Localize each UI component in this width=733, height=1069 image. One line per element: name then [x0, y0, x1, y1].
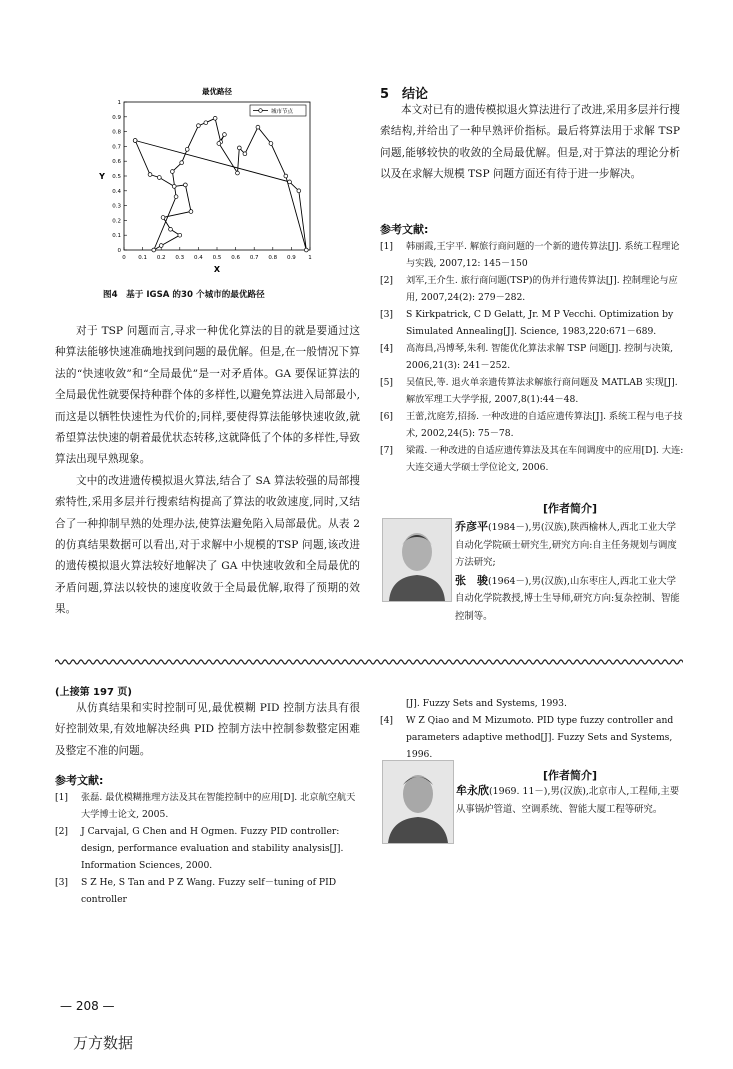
paragraph: 本文对已有的遗传模拟退火算法进行了改进,采用多层并行搜索结构,并给出了一种早熟评价指标。最后将算法用于求解 TSP 问题,能够较快的收敛的全局最优解。但是,对于算法的理论分析以及在求解大规模 TSP 问题方面还有待于进一步解决。 [380, 104, 680, 181]
reference-number: [3] [380, 309, 394, 320]
x-tick-label: 0.2 [156, 255, 166, 261]
city-node [178, 233, 182, 237]
reference-text: 张磊. 最优模糊推理方法及其在智能控制中的应用[D]. 北京航空航天大学博士论文, 2005. [81, 792, 356, 820]
y-tick-label: 0.2 [112, 218, 121, 225]
author-bios [383, 518, 683, 625]
author-photo-bottom [382, 760, 454, 844]
x-tick-label: 0.7 [249, 255, 259, 261]
city-node [183, 183, 187, 187]
reference-text: 韩丽霞,王宇平. 解旅行商问题的一个新的遗传算法[J]. 系统工程理论与实践, 2007,12: 145－150 [406, 241, 680, 269]
references-list-bottom [55, 789, 360, 908]
references-list [380, 238, 684, 476]
author-name: 张 骏 [455, 573, 488, 587]
city-node [297, 189, 301, 193]
reference-text: 高海昌,冯博琴,朱利. 智能优化算法求解 TSP 问题[J]. 控制与决策, 2006,21(3): 241－252. [406, 343, 674, 371]
page-number: — 208 — [60, 999, 115, 1013]
city-node [197, 124, 201, 128]
city-node [213, 116, 217, 120]
reference-text: 梁霞. 一种改进的自适应遗传算法及其在车间调度中的应用[D]. 大连:大连交通大学硕士学位论文, 2006. [406, 445, 684, 473]
chart-title: 最优路径 [202, 87, 232, 96]
city-node [174, 195, 178, 199]
reference-text: 王蕾,沈庭芳,招扬. 一种改进的自适应遗传算法[J]. 系统工程与电子技术, 2002,24(5): 75－78. [406, 411, 683, 439]
paragraph: 对于 TSP 问题而言,寻求一种优化算法的目的就是要通过这种算法能够快速准确地找到问题的最优解。但是,在一般情况下算法的“快速收敛”和“全局最优”是一对矛盾体。GA 要保证算法的全局最优性就要保持种群个体的多样性,以避免算法进入局部最小,而这是以牺牲快速性为代价的;同样,要使得算法能够快速收敛,就希望算法快速的朝着最优状态转移,这就降低了个体的多样性,导致算法出现早熟现象。 [55, 325, 360, 466]
city-node [284, 174, 288, 178]
city-node [133, 139, 137, 143]
y-tick-label: 0.8 [112, 129, 121, 136]
reference-item [55, 874, 360, 908]
reference-item [380, 408, 684, 442]
reference-item [380, 712, 684, 763]
route-line [135, 118, 306, 250]
city-node [185, 147, 189, 151]
y-tick-label: 0 [117, 248, 121, 254]
city-node [180, 161, 184, 165]
author-name: 牟永欣 [456, 784, 489, 797]
author-bio: (1969. 11－),男(汉族),北京市人,工程师,主要从事锅炉管道、空调系统、智能大厦工程等研究。 [456, 786, 680, 815]
paragraph: 文中的改进遗传模拟退火算法,结合了 SA 算法较强的局部搜索特性,采用多层并行搜索结构提高了算法的收敛速度,同时,又结合了一种抑制早熟的处理办法,使算法避免陷入局部最优。从表 2 的仿真结果数据可以看出,对于求解中小规模的TSP 问题,该改进的遗传模拟退火算法较好地解决了 GA 中快速收敛和全局最优的矛盾问题,算法以较快的速度收敛于全局最优解,取得了预期的效果。 [55, 474, 360, 616]
city-node [217, 142, 221, 146]
reference-text: W Z Qiao and M Mizumoto. PID type fuzzy controller and parameters adaptive method[J]. Fuzzy Sets and Systems, 1996. [406, 715, 674, 760]
author-intro-title: [作者简介] [542, 502, 598, 515]
wavy-divider [55, 657, 683, 667]
figure-4-chart [80, 78, 340, 278]
author-bio-bottom [456, 782, 684, 818]
city-node [204, 121, 208, 125]
reference-number: [2] [55, 826, 69, 837]
author-bio: (1984－),男(汉族),陕西榆林人,西北工业大学自动化学院硕士研究生,研究方向:自主任务规划与调度方法研究; [455, 522, 677, 568]
city-node [223, 133, 227, 137]
continued-text [55, 698, 360, 762]
reference-text: S Kirkpatrick, C D Gelatt, Jr. M P Vecchi. Optimization by Simulated Annealing[J]. Science, 1983,220:671－689. [406, 309, 674, 337]
y-tick-label: 0.7 [112, 144, 121, 151]
section-heading-conclusion: 5 结论 [380, 87, 429, 102]
reference-item [380, 238, 684, 272]
watermark: 万方数据 [73, 1034, 134, 1052]
author-intro-title-bottom: [作者简介] [542, 769, 598, 782]
y-tick-label: 1 [117, 100, 121, 106]
reference-number [380, 695, 406, 712]
reference-number: [3] [55, 877, 69, 888]
reference-item [380, 442, 684, 476]
city-node [243, 152, 247, 156]
city-node [304, 248, 308, 252]
x-tick-label: 0.6 [231, 255, 240, 261]
city-node [189, 210, 193, 214]
city-node [148, 173, 152, 177]
city-node [172, 184, 176, 188]
reference-number: [5] [380, 377, 394, 388]
reference-number: [7] [380, 445, 394, 456]
legend-marker [259, 109, 263, 113]
reference-text: J Carvajal, G Chen and H Ogmen. Fuzzy PID controller: design, performance evaluation and stability analysis[J]. Information Sciences, 2000. [81, 826, 344, 871]
references-title-bottom: 参考文献: [55, 774, 104, 787]
reference-text: 刘军,王介生. 旅行商问题(TSP)的伪并行遗传算法[J]. 控制理论与应用, 2007,24(2): 279－282. [406, 275, 678, 303]
x-tick-label: 0.5 [212, 255, 222, 261]
city-node [157, 176, 161, 180]
city-node [288, 180, 292, 184]
reference-text: 吴值民,等. 退火单亲遗传算法求解旅行商问题及 MATLAB 实现[J]. 解放军理工大学学报, 2007,8(1):44－48. [406, 377, 678, 405]
city-node [269, 142, 273, 146]
y-tick-label: 0.3 [112, 203, 121, 210]
x-tick-label: 0.8 [268, 255, 278, 261]
reference-item [55, 823, 360, 874]
reference-item [55, 789, 360, 823]
city-node [152, 248, 156, 252]
reference-number: [4] [380, 715, 394, 726]
reference-item [380, 695, 684, 712]
author-name: 乔彦平 [455, 520, 488, 533]
city-node [237, 146, 241, 150]
reference-number: [4] [380, 343, 394, 354]
city-node [170, 170, 174, 174]
reference-item [380, 340, 684, 374]
left-body [55, 321, 360, 621]
city-node [159, 244, 163, 248]
continued-label: (上接第 197 页) [55, 687, 132, 698]
x-tick-label: 0.3 [175, 255, 185, 261]
city-node [256, 125, 260, 129]
x-axis-label: X [213, 265, 221, 274]
references-list-bottom-cont [380, 695, 684, 763]
x-tick-label: 0.9 [287, 255, 296, 261]
y-axis-label: Y [99, 172, 105, 181]
reference-number: [2] [380, 275, 394, 286]
paragraph: 从仿真结果和实时控制可见,最优模糊 PID 控制方法具有很好控制效果,有效地解决经典 PID 控制方法中控制参数整定困难及整定不准的问题。 [55, 702, 360, 757]
x-tick-label: 0 [122, 255, 126, 261]
city-node [169, 227, 173, 231]
reference-number: [6] [380, 411, 394, 422]
y-tick-label: 0.1 [112, 233, 121, 240]
author-bio: (1964－),男(汉族),山东枣庄人,西北工业大学自动化学院教授,博士生导师,研究方向:复杂控制、智能控制等。 [455, 575, 680, 622]
reference-item [380, 374, 684, 408]
reference-item [380, 306, 684, 340]
x-tick-label: 1 [308, 255, 312, 261]
y-tick-label: 0.9 [112, 114, 121, 121]
y-tick-label: 0.6 [112, 159, 121, 166]
chart-legend [250, 105, 306, 116]
conclusion-text [380, 100, 680, 186]
x-tick-label: 0.1 [138, 255, 147, 261]
x-tick-label: 0.4 [194, 255, 203, 261]
references-title: 参考文献: [380, 223, 429, 236]
reference-item [380, 272, 684, 306]
city-node [236, 171, 240, 175]
reference-text: S Z He, S Tan and P Z Wang. Fuzzy self－tuning of PID controller [81, 877, 337, 905]
figure-caption: 图4 基于 IGSA 的30 个城市的最优路径 [103, 290, 265, 300]
reference-number: [1] [380, 241, 394, 252]
plot-area [124, 102, 310, 250]
reference-text: [J]. Fuzzy Sets and Systems, 1993. [406, 698, 567, 709]
reference-number: [1] [55, 792, 69, 803]
city-node [161, 216, 165, 220]
y-tick-label: 0.4 [112, 188, 121, 195]
legend-label: 城市节点 [271, 109, 294, 115]
y-tick-label: 0.5 [112, 174, 121, 180]
